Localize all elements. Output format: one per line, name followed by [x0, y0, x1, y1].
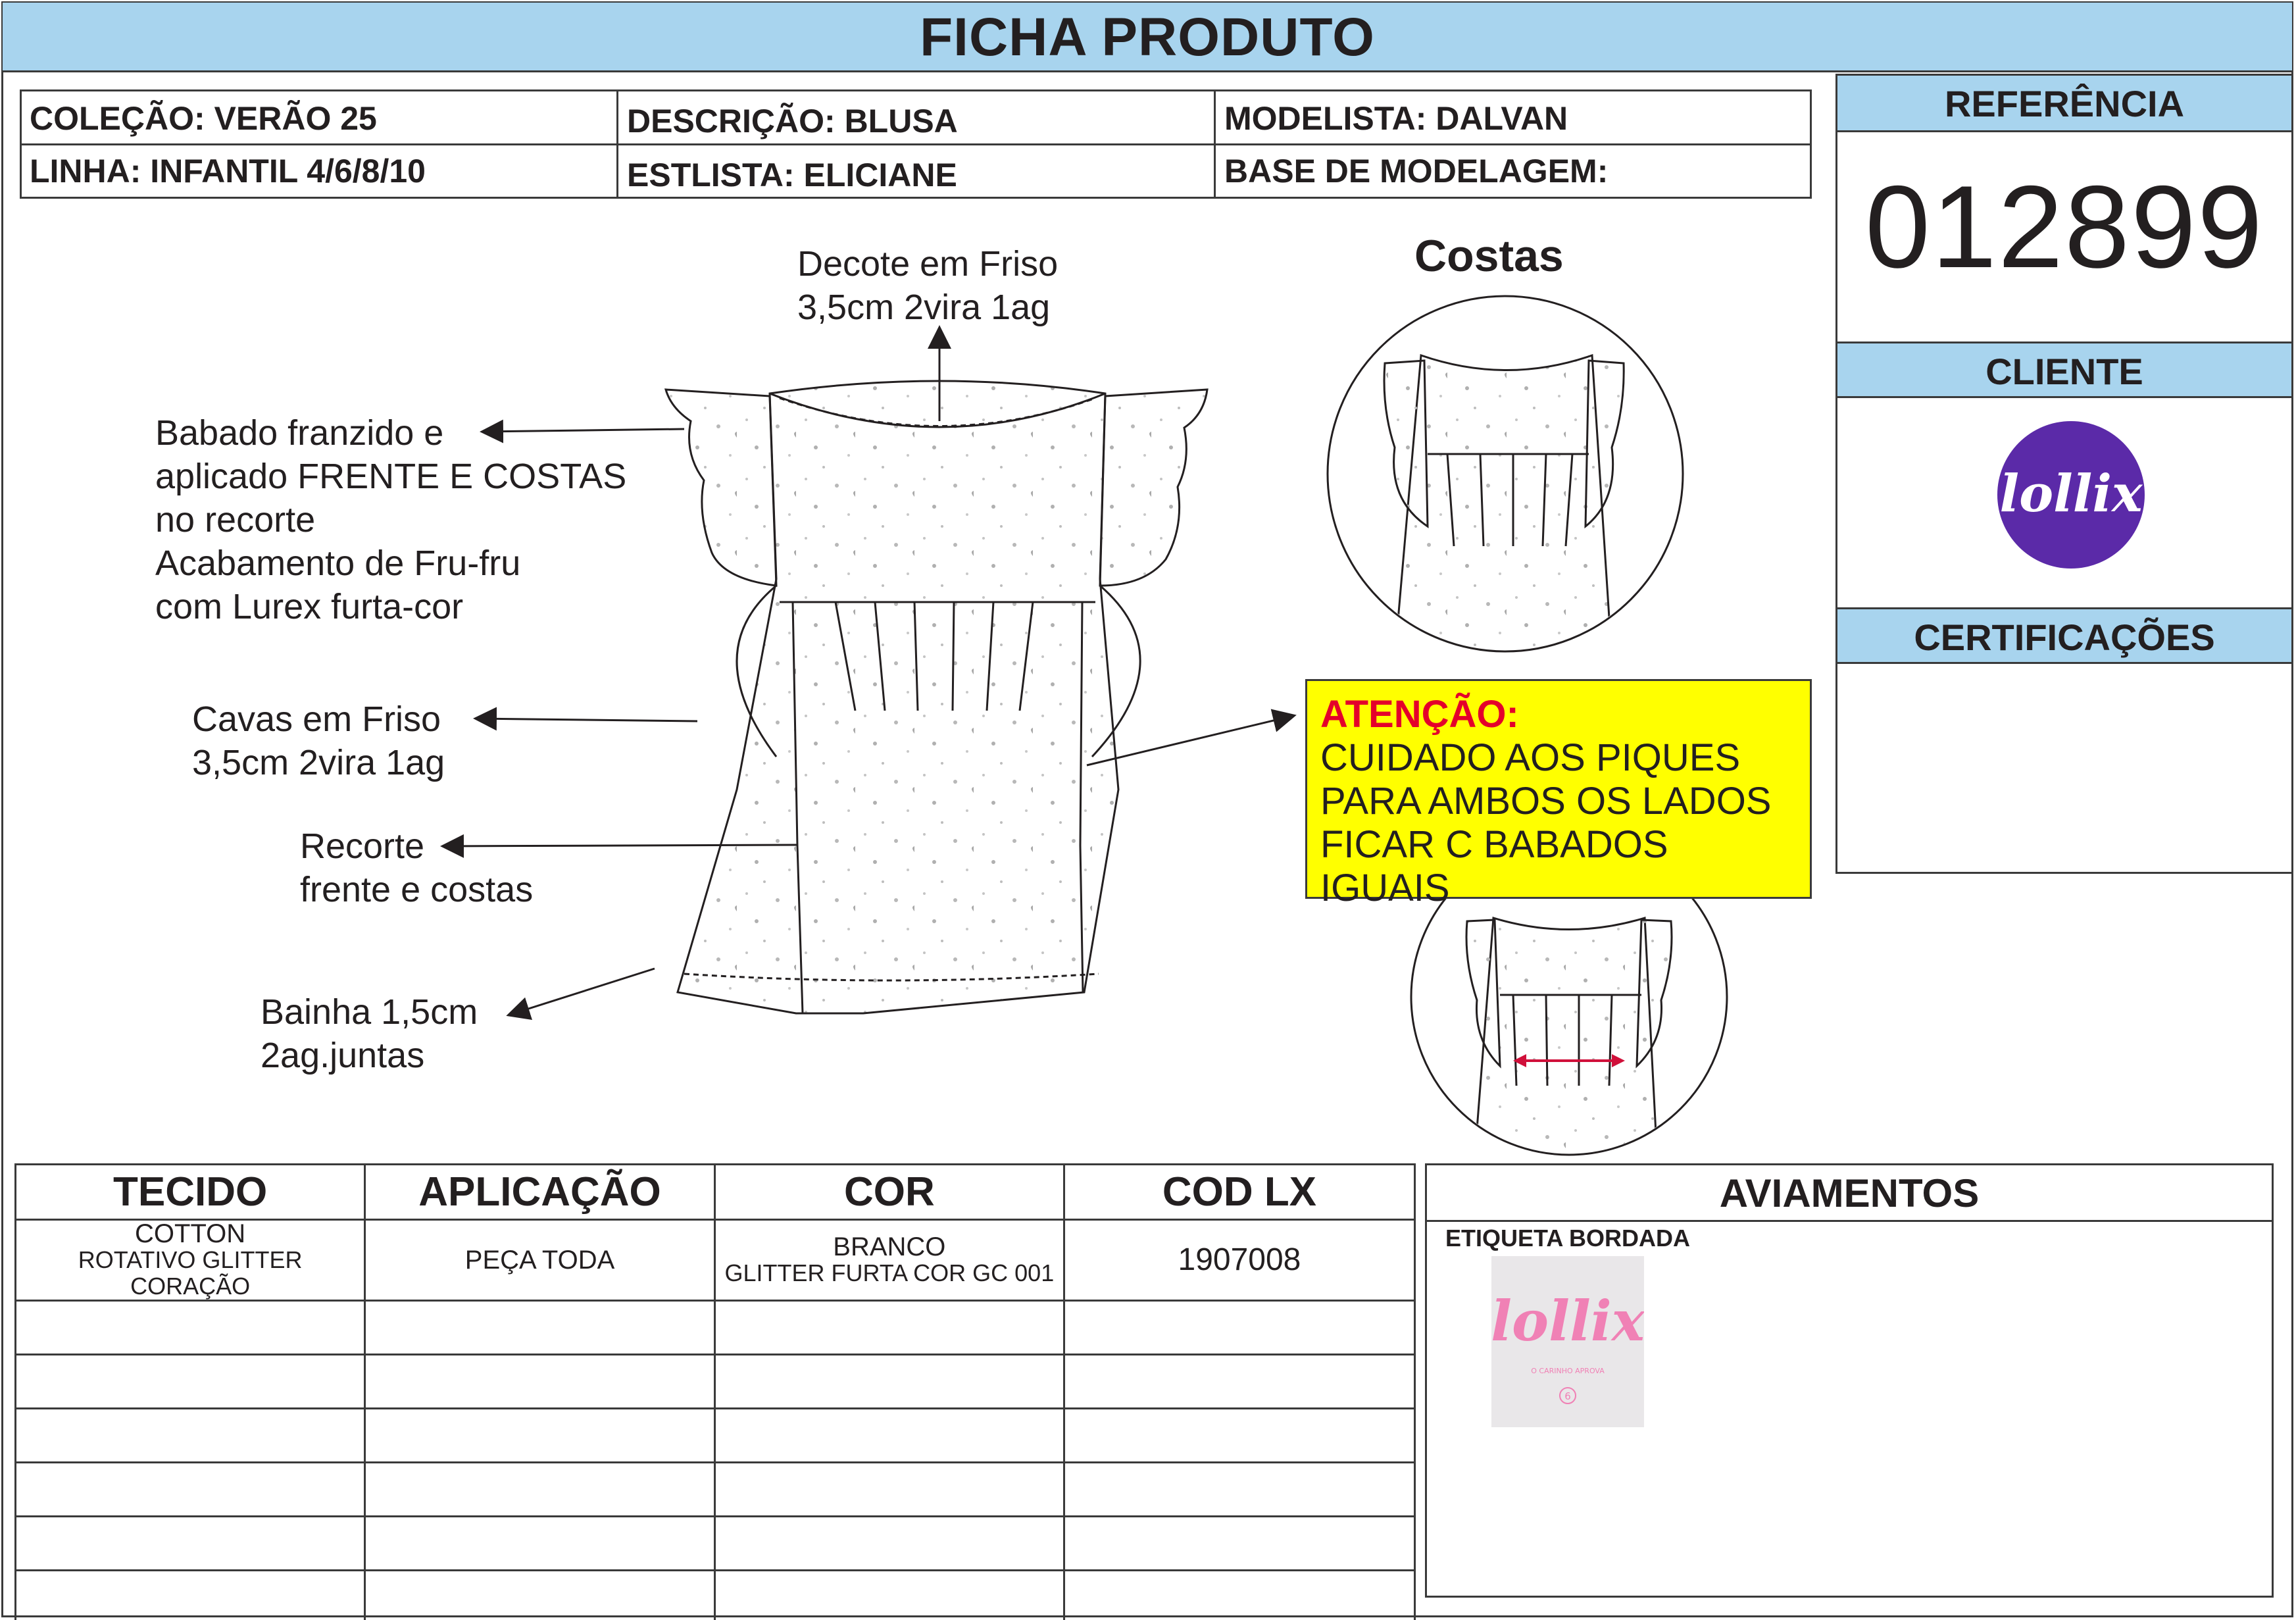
table-row: [16, 1220, 1415, 1301]
back-view-detail: [1328, 296, 1683, 658]
attention-line: CUIDADO AOS PIQUES: [1320, 736, 1741, 779]
col-cod-lx: COD LX: [1064, 1165, 1414, 1220]
aviamentos-header: AVIAMENTOS: [1427, 1165, 2272, 1222]
lollix-label-logo: [1491, 1256, 1644, 1427]
babado-callout: Babado franzido e aplicado FRENTE E COSTAS no recorte Acabamento de Fru-fru com Lurex furta-cor: [155, 413, 627, 626]
aplicacao-cell: PEÇA TODA: [365, 1220, 715, 1301]
cliente-header: CLIENTE: [1837, 342, 2291, 398]
svg-text:6: 6: [1564, 1390, 1571, 1402]
costas-title: Costas: [1414, 231, 1564, 281]
col-cor: COR: [714, 1165, 1064, 1220]
col-aplicacao: APLICAÇÃO: [365, 1165, 715, 1220]
table-row: [16, 1517, 1415, 1571]
svg-text:lollix: lollix: [1491, 1288, 1644, 1354]
table-header-row: [16, 1165, 1415, 1220]
page-title: FICHA PRODUTO: [920, 7, 1375, 67]
table-row: [16, 1355, 1415, 1409]
recorte-callout: Recorte frente e costas: [300, 826, 534, 909]
aviamentos-panel: [1425, 1163, 2274, 1598]
descricao-field: DESCRIÇÃO: BLUSA: [627, 103, 958, 139]
table-row: [16, 1409, 1415, 1463]
cor-cell: BRANCO GLITTER FURTA COR GC 001: [714, 1220, 1064, 1301]
cavas-callout: Cavas em Friso 3,5cm 2vira 1ag: [192, 699, 445, 782]
decote-callout: Decote em Friso 3,5cm 2vira 1ag: [797, 244, 1059, 327]
tecido-cell: COTTON ROTATIVO GLITTER CORAÇÃO: [16, 1220, 365, 1301]
client-logo-text: lollix: [1999, 464, 2143, 524]
bainha-callout: Bainha 1,5cm 2ag.juntas: [261, 992, 478, 1075]
attention-box: [1305, 679, 1812, 909]
woven-label-image: [1491, 1256, 1644, 1427]
etiqueta-label: ETIQUETA BORDADA: [1445, 1225, 1690, 1252]
materials-table: [14, 1163, 1416, 1620]
table-row: [16, 1463, 1415, 1517]
referencia-number: 012899: [1865, 161, 2264, 292]
attention-title: ATENÇÃO:: [1320, 693, 1519, 736]
attention-line: PARA AMBOS OS LADOS: [1320, 780, 1772, 823]
col-tecido: TECIDO: [16, 1165, 365, 1220]
modelista-field: MODELISTA: DALVAN: [1224, 100, 1568, 137]
attention-line: FICAR C BABADOS IGUAIS: [1320, 823, 1668, 909]
table-row: [16, 1301, 1415, 1355]
table-row: [16, 1571, 1415, 1620]
referencia-header: REFERÊNCIA: [1837, 76, 2291, 132]
estilista-field: ESTLISTA: ELICIANE: [627, 157, 957, 193]
cod-cell: 1907008: [1064, 1220, 1414, 1301]
certificacoes-header: CERTIFICAÇÕES: [1837, 607, 2291, 664]
colecao-field: COLEÇÃO: VERÃO 25: [30, 100, 377, 137]
base-modelagem-field: BASE DE MODELAGEM:: [1224, 153, 1609, 190]
linha-field: LINHA: INFANTIL 4/6/8/10: [30, 153, 426, 190]
svg-text:O CARINHO APROVA: O CARINHO APROVA: [1531, 1367, 1605, 1375]
front-blouse-sketch: [666, 381, 1207, 1013]
